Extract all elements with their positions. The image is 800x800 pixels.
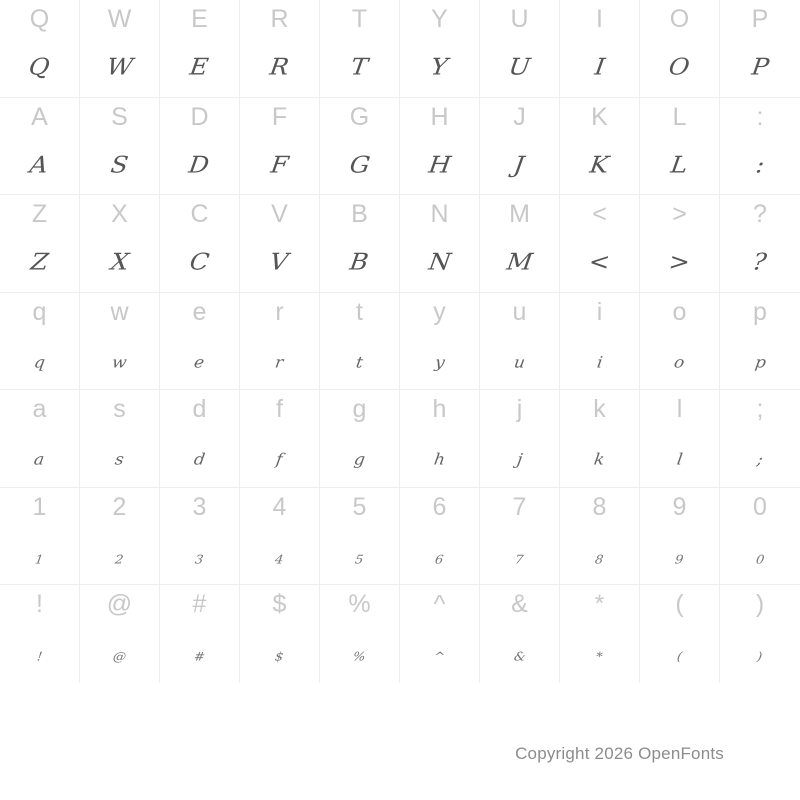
character-cell xyxy=(560,390,640,488)
key-label: Z xyxy=(31,200,48,228)
character-cell xyxy=(640,488,720,586)
glyph-sample: % xyxy=(352,650,367,665)
key-label: S xyxy=(111,102,128,131)
glyph-sample: s xyxy=(113,450,126,470)
key-label: : xyxy=(756,102,764,131)
character-cell xyxy=(320,98,400,196)
character-cell xyxy=(480,488,560,586)
glyph-sample: L xyxy=(669,150,690,178)
key-label: Q xyxy=(29,5,50,33)
glyph-sample: ( xyxy=(675,650,684,665)
character-cell xyxy=(320,0,400,98)
glyph-sample: l xyxy=(675,450,684,470)
key-label: s xyxy=(113,395,126,423)
key-label: 7 xyxy=(512,492,527,521)
glyph-sample: i xyxy=(595,353,604,372)
character-cell xyxy=(400,293,480,391)
glyph-sample: ? xyxy=(751,248,769,275)
glyph-sample: a xyxy=(33,450,46,470)
glyph-sample: H xyxy=(426,150,453,178)
key-label: ? xyxy=(753,200,767,228)
key-label: D xyxy=(190,102,209,131)
character-cell xyxy=(0,0,80,98)
character-cell xyxy=(480,195,560,293)
glyph-sample: u xyxy=(512,353,527,372)
character-cell xyxy=(80,195,160,293)
glyph-sample: < xyxy=(587,248,612,275)
character-cell xyxy=(0,488,80,586)
character-cell xyxy=(480,98,560,196)
glyph-sample: $ xyxy=(274,650,285,665)
character-cell xyxy=(0,195,80,293)
character-cell xyxy=(560,488,640,586)
character-cell xyxy=(480,0,560,98)
key-label: e xyxy=(192,297,207,326)
key-label: 8 xyxy=(592,492,607,521)
key-label: o xyxy=(672,297,687,326)
character-cell xyxy=(80,585,160,683)
key-label: t xyxy=(356,297,363,326)
glyph-sample: 4 xyxy=(274,553,285,567)
key-label: y xyxy=(433,297,446,326)
glyph-sample: ! xyxy=(35,650,44,665)
key-label: a xyxy=(32,395,47,423)
glyph-sample: M xyxy=(504,248,535,275)
key-label: Y xyxy=(431,5,448,33)
glyph-sample: o xyxy=(673,353,686,372)
character-cell xyxy=(160,585,240,683)
character-cell xyxy=(480,390,560,488)
character-cell xyxy=(160,98,240,196)
character-cell xyxy=(0,98,80,196)
glyph-sample: d xyxy=(192,450,207,470)
glyph-sample: F xyxy=(268,150,291,178)
character-cell xyxy=(160,195,240,293)
key-label: 9 xyxy=(672,492,687,521)
key-label: 6 xyxy=(432,492,447,521)
glyph-sample: ) xyxy=(756,650,764,665)
key-label: N xyxy=(430,200,449,228)
character-cell xyxy=(240,98,320,196)
key-label: W xyxy=(107,5,132,33)
character-cell xyxy=(640,98,720,196)
character-cell xyxy=(240,585,320,683)
glyph-sample: B xyxy=(348,248,371,275)
key-label: 2 xyxy=(112,492,127,521)
key-label: C xyxy=(190,200,209,228)
glyph-sample: 5 xyxy=(354,553,365,567)
key-label: ! xyxy=(36,590,43,618)
glyph-sample: P xyxy=(749,53,771,80)
glyph-sample: K xyxy=(588,150,611,178)
glyph-sample: r xyxy=(274,353,285,372)
key-label: R xyxy=(270,5,289,33)
glyph-sample: 1 xyxy=(34,553,45,567)
key-label: L xyxy=(672,102,687,131)
key-label: d xyxy=(192,395,207,423)
character-cell xyxy=(320,293,400,391)
key-label: > xyxy=(672,200,687,228)
character-cell xyxy=(640,0,720,98)
character-cell xyxy=(160,0,240,98)
glyph-sample: C xyxy=(188,248,211,275)
key-label: X xyxy=(111,200,128,228)
glyph-sample: I xyxy=(592,53,607,80)
character-cell xyxy=(320,390,400,488)
character-cell xyxy=(640,585,720,683)
character-cell xyxy=(400,98,480,196)
key-label: K xyxy=(591,102,608,131)
key-label: ( xyxy=(675,590,684,618)
character-cell xyxy=(80,390,160,488)
character-cell xyxy=(240,390,320,488)
key-label: f xyxy=(276,395,283,423)
character-cell xyxy=(240,0,320,98)
character-cell xyxy=(560,585,640,683)
glyph-sample: p xyxy=(753,353,767,372)
glyph-sample: Q xyxy=(27,53,52,80)
key-label: G xyxy=(349,102,370,131)
character-cell xyxy=(240,195,320,293)
glyph-sample: : xyxy=(753,150,767,178)
key-label: j xyxy=(516,395,523,423)
character-cell xyxy=(0,585,80,683)
key-label: T xyxy=(351,5,368,33)
key-label: q xyxy=(32,297,47,326)
glyph-sample: e xyxy=(193,353,206,372)
character-cell xyxy=(320,195,400,293)
character-cell xyxy=(0,293,80,391)
glyph-sample: U xyxy=(507,53,532,80)
key-label: * xyxy=(594,590,605,618)
glyph-sample: q xyxy=(32,353,47,372)
glyph-sample: > xyxy=(667,248,692,275)
key-label: J xyxy=(513,102,526,131)
character-cell xyxy=(240,293,320,391)
glyph-sample: k xyxy=(593,450,607,470)
glyph-sample: 9 xyxy=(674,553,685,567)
key-label: @ xyxy=(106,590,133,618)
footer xyxy=(0,744,800,764)
key-label: i xyxy=(596,297,603,326)
key-label: < xyxy=(592,200,607,228)
key-label: V xyxy=(271,200,288,228)
glyph-sample: 6 xyxy=(434,553,445,567)
key-label: ; xyxy=(756,395,764,423)
key-label: 5 xyxy=(352,492,367,521)
character-cell xyxy=(160,390,240,488)
glyph-sample: * xyxy=(595,650,604,665)
character-cell xyxy=(480,585,560,683)
glyph-sample: X xyxy=(108,248,131,275)
key-label: ^ xyxy=(433,590,446,618)
character-cell xyxy=(160,293,240,391)
key-label: k xyxy=(593,395,606,423)
glyph-sample: 2 xyxy=(114,553,125,567)
key-label: P xyxy=(751,5,769,33)
glyph-sample: t xyxy=(354,353,365,372)
character-cell xyxy=(560,195,640,293)
character-cell xyxy=(560,293,640,391)
glyph-sample: V xyxy=(268,248,291,275)
glyph-sample: @ xyxy=(112,650,127,665)
glyph-sample: Y xyxy=(429,53,450,80)
glyph-sample: j xyxy=(515,450,524,470)
glyph-sample: R xyxy=(268,53,291,80)
key-label: & xyxy=(511,590,528,618)
key-label: l xyxy=(676,395,683,423)
glyph-sample: ; xyxy=(755,450,765,470)
key-label: u xyxy=(512,297,527,326)
glyph-sample: G xyxy=(347,150,372,178)
character-cell xyxy=(640,293,720,391)
glyph-sample: 8 xyxy=(594,553,605,567)
key-label: % xyxy=(348,590,371,618)
character-cell xyxy=(720,488,800,586)
glyph-sample: f xyxy=(275,450,284,470)
glyph-sample: E xyxy=(188,53,211,80)
glyph-sample: J xyxy=(512,150,527,178)
key-label: 3 xyxy=(192,492,207,521)
character-cell xyxy=(560,98,640,196)
character-cell xyxy=(720,585,800,683)
character-cell xyxy=(400,585,480,683)
character-cell xyxy=(80,98,160,196)
character-cell xyxy=(720,0,800,98)
glyph-sample: A xyxy=(28,150,51,178)
character-cell xyxy=(160,488,240,586)
key-label: # xyxy=(192,590,207,618)
glyph-sample: & xyxy=(512,650,527,665)
glyph-sample: S xyxy=(109,150,130,178)
character-cell xyxy=(720,195,800,293)
key-label: g xyxy=(352,395,367,423)
glyph-sample: y xyxy=(433,353,446,372)
key-label: I xyxy=(596,5,603,33)
character-cell xyxy=(0,390,80,488)
key-label: O xyxy=(669,5,690,33)
key-label: r xyxy=(275,297,284,326)
character-cell xyxy=(400,390,480,488)
character-cell xyxy=(80,488,160,586)
glyph-sample: ^ xyxy=(433,650,446,665)
copyright-text: Copyright 2026 OpenFonts xyxy=(515,744,724,763)
key-label: E xyxy=(191,5,208,33)
character-cell xyxy=(400,0,480,98)
key-label: h xyxy=(432,395,447,423)
glyph-sample: g xyxy=(352,450,367,470)
character-cell xyxy=(640,390,720,488)
glyph-sample: w xyxy=(110,353,129,372)
glyph-sample: D xyxy=(187,150,212,178)
glyph-sample: 3 xyxy=(194,553,205,567)
key-label: w xyxy=(110,297,129,326)
glyph-sample: N xyxy=(426,248,453,275)
character-cell xyxy=(240,488,320,586)
character-cell xyxy=(80,293,160,391)
glyph-sample: # xyxy=(193,650,206,665)
character-cell xyxy=(640,195,720,293)
key-label: p xyxy=(753,297,767,326)
key-label: U xyxy=(510,5,529,33)
key-label: ) xyxy=(755,590,765,618)
character-cell xyxy=(400,488,480,586)
character-cell xyxy=(720,293,800,391)
key-label: B xyxy=(351,200,368,228)
key-label: $ xyxy=(272,590,287,618)
character-cell xyxy=(720,98,800,196)
glyph-sample: 0 xyxy=(754,553,766,567)
key-label: 4 xyxy=(272,492,287,521)
glyph-sample: 7 xyxy=(514,553,525,567)
key-label: 0 xyxy=(753,492,767,521)
character-cell xyxy=(720,390,800,488)
key-label: F xyxy=(271,102,288,131)
glyph-sample: Z xyxy=(28,248,51,275)
character-cell xyxy=(320,488,400,586)
character-cell xyxy=(80,0,160,98)
key-label: 1 xyxy=(32,492,47,521)
glyph-sample: T xyxy=(349,53,370,80)
glyph-sample: h xyxy=(432,450,447,470)
glyph-sample: O xyxy=(667,53,692,80)
glyph-sample: W xyxy=(104,53,135,80)
character-cell xyxy=(400,195,480,293)
key-label: M xyxy=(509,200,530,228)
key-label: A xyxy=(31,102,48,131)
key-label: H xyxy=(430,102,449,131)
character-cell xyxy=(480,293,560,391)
character-cell xyxy=(320,585,400,683)
character-cell xyxy=(560,0,640,98)
